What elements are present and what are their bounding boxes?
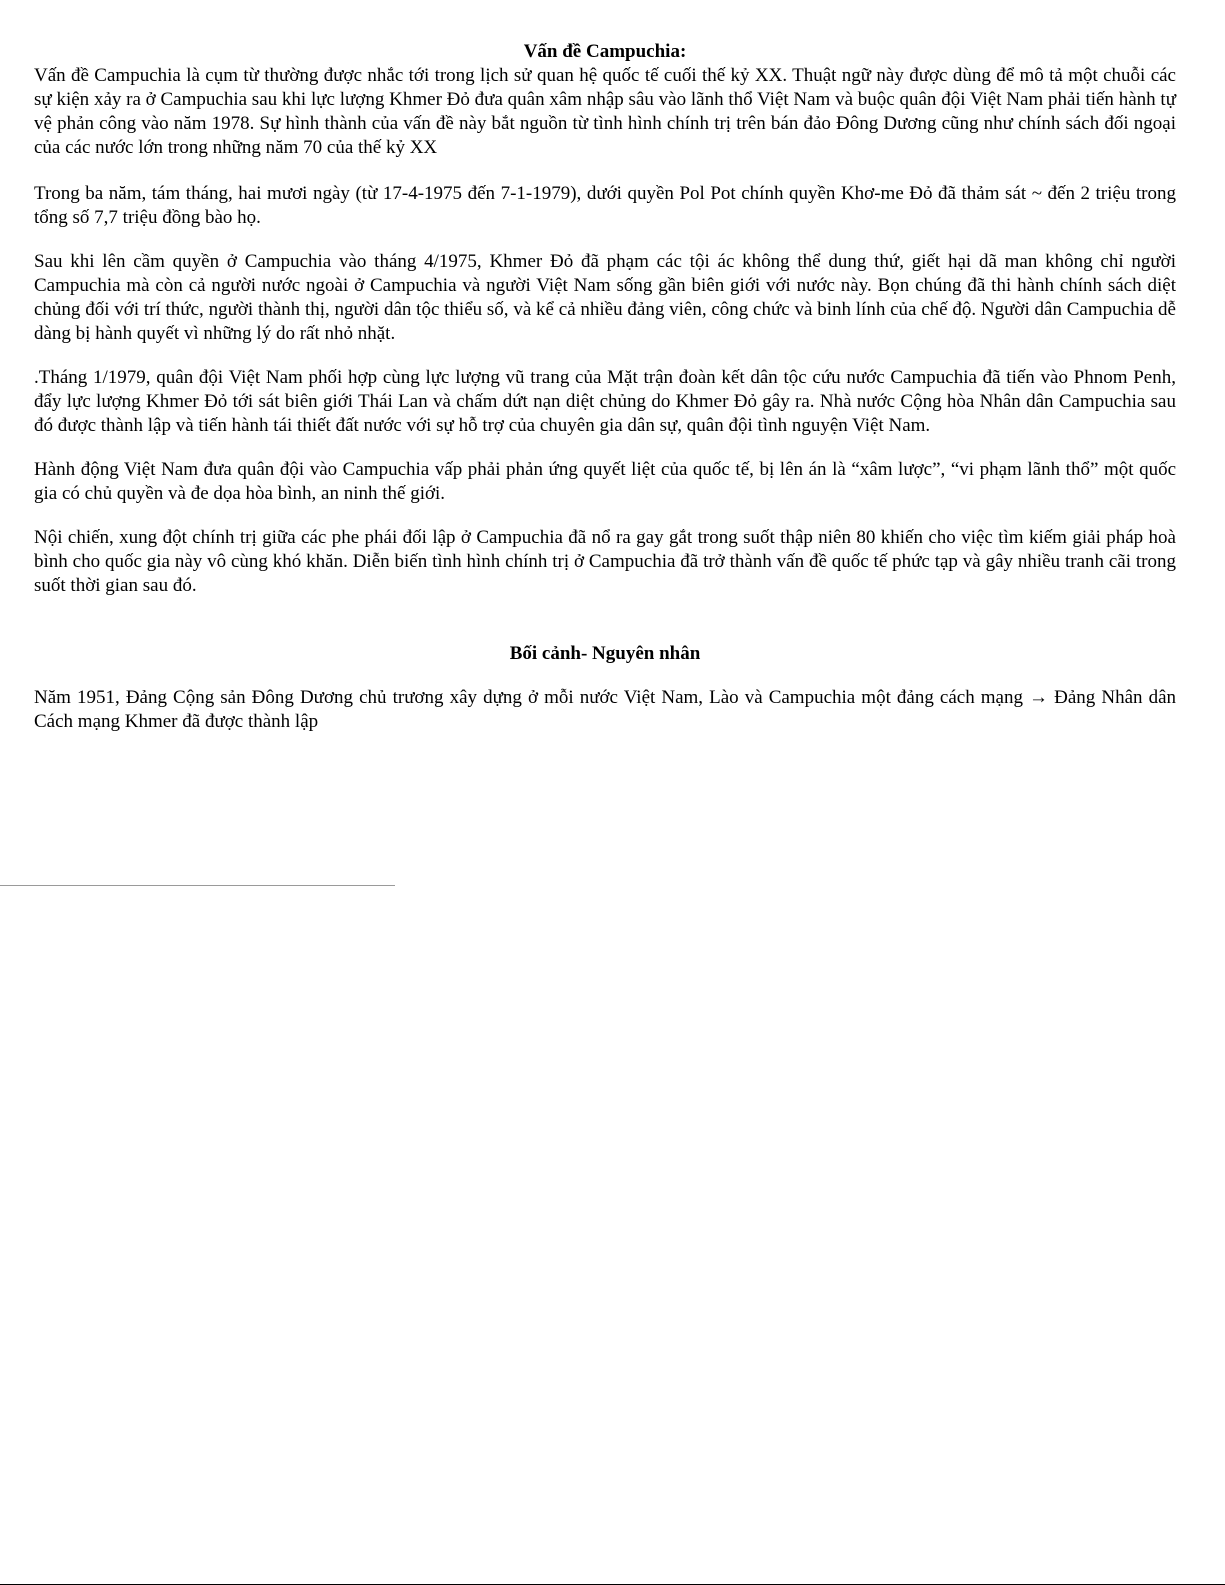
document-page [34,40,1176,754]
document-title: Vấn đề Campuchia: [523,41,687,62]
section-paragraph: Năm 1951, Đảng Cộng sản Đông Dương chủ trương xây dựng ở mỗi nước Việt Nam, Lào và Campuchia một đảng cách mạng → Đảng Nhân dân Cách mạng Khmer đã được thành lập [34,687,1176,732]
paragraph-intro: Vấn đề Campuchia là cụm từ thường được nhắc tới trong lịch sử quan hệ quốc tế cuối thế kỷ XX. Thuật ngữ này được dùng để mô tả một chuỗi các sự kiện xảy ra ở Campuchia sau khi lực lượng Khmer Đỏ đưa quân xâm nhập sâu vào lãnh thổ Việt Nam và buộc quân đội Việt Nam phải tiến hành tự vệ phản công vào năm 1978. Sự hình thành của vấn đề này bắt nguồn từ tình hình chính trị trên bán đảo Đông Dương cũng như chính sách đối ngoại của các nước lớn trong những năm 70 của thế kỷ XX [34,65,1176,158]
paragraph-civil-war: Nội chiến, xung đột chính trị giữa các phe phái đối lập ở Campuchia đã nổ ra gay gắt trong suốt thập niên 80 khiến cho việc tìm kiếm giải pháp hoà bình cho quốc gia này vô cùng khó khăn. Diễn biến tình hình chính trị ở Campuchia đã trở thành vấn đề quốc tế phức tạp và gây nhiều tranh cãi trong suốt thời gian sau đó. [34,527,1176,596]
section-heading: Bối cảnh- Nguyên nhân [509,643,701,664]
paragraph-death-toll: Trong ba năm, tám tháng, hai mươi ngày (từ 17-4-1975 đến 7-1-1979), dưới quyền Pol Pot chính quyền Khơ-me Đỏ đã thảm sát ~ đến 2 triệu trong tổng số 7,7 triệu đồng bào họ. [34,183,1176,228]
paragraph-january-1979: .Tháng 1/1979, quân đội Việt Nam phối hợp cùng lực lượng vũ trang của Mặt trận đoàn kết dân tộc cứu nước Campuchia đã tiến vào Phnom Penh, đẩy lực lượng Khmer Đỏ tới sát biên giới Thái Lan và chấm dứt nạn diệt chủng do Khmer Đỏ gây ra. Nhà nước Cộng hòa Nhân dân Campuchia sau đó được thành lập và tiến hành tái thiết đất nước với sự hỗ trợ của chuyên gia dân sự, quân đội tình nguyện Việt Nam. [34,367,1176,436]
paragraph-khmer-rouge-crimes: Sau khi lên cầm quyền ở Campuchia vào tháng 4/1975, Khmer Đỏ đã phạm các tội ác không thể dung thứ, giết hại dã man không chỉ người Campuchia mà còn cả người nước ngoài ở Campuchia và người Việt Nam sống gần biên giới với nước này. Bọn chúng đã thi hành chính sách diệt chủng đối với trí thức, người thành thị, người dân tộc thiểu số, và kể cả nhiều đảng viên, công chức và binh lính của chế độ. Người dân Campuchia dễ dàng bị hành quyết vì những lý do rất nhỏ nhặt. [34,251,1176,344]
partial-divider-line [0,885,395,886]
paragraph-international-reaction: Hành động Việt Nam đưa quân đội vào Campuchia vấp phải phản ứng quyết liệt của quốc tế, bị lên án là “xâm lược”, “vi phạm lãnh thổ” một quốc gia có chủ quyền và đe dọa hòa bình, an ninh thế giới. [34,459,1176,504]
